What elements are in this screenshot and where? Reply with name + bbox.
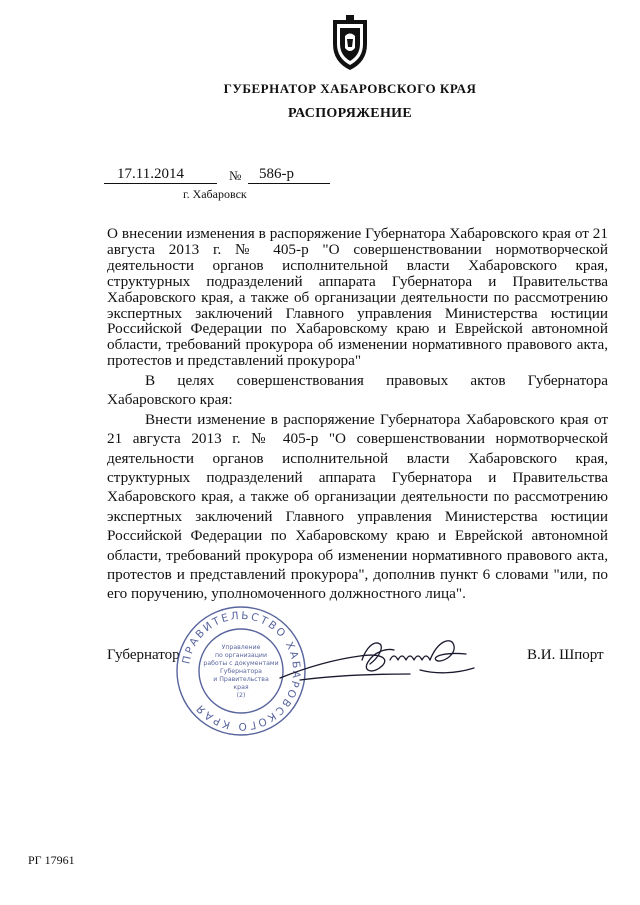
coat-of-arms-icon <box>327 14 373 72</box>
number-sign: № <box>229 168 242 183</box>
issue-city: г. Хабаровск <box>183 187 247 201</box>
stamp-center-line: (2) <box>236 692 246 699</box>
stamp-center-line: Губернатора <box>220 668 262 675</box>
document-number: 586-р <box>259 166 294 182</box>
document-type: РАСПОРЯЖЕНИЕ <box>288 106 412 121</box>
stamp-center-line: работы с документами <box>203 660 279 667</box>
stamp-ring-text: ПРАВИТЕЛЬСТВО ХАБАРОВСКОГО КРАЯ <box>180 609 303 733</box>
signer-position: Губернатор <box>107 647 180 663</box>
issuer-title: ГУБЕРНАТОР ХАБАРОВСКОГО КРАЯ <box>223 81 477 96</box>
date-underline <box>104 183 217 184</box>
stamp-center-line: и Правительства <box>213 676 269 683</box>
body-paragraph: Внести изменение в распоряжение Губернатора Хабаровского края от 21 августа 2013 г. № 405-р "О совершенствовании нормотворческой деятельности органов исполнительной власти Хабаровского края, структурных подразделений аппарата Губернатора и Правительства Хабаровского края, а также об организации деятельности по рассмотрению экспертных заключений Главного управления Министерства юстиции Российской Федерации по Хабаровскому краю и Еврейской автономной области, требований прокурора об изменении нормативного правового акта, протестов и представлений прокурора", дополнив пункт 6 словами "или, по его поручению, уполномоченного должностного лица". <box>107 410 608 603</box>
handwritten-signature <box>270 630 480 690</box>
document-date: 17.11.2014 <box>117 166 184 182</box>
body-paragraph: В целях совершенствования правовых актов Губернатора Хабаровского края: <box>107 372 608 409</box>
number-underline <box>248 183 330 184</box>
registry-code: РГ 17961 <box>28 853 75 867</box>
stamp-center-line: по организации <box>215 652 267 659</box>
signer-name: В.И. Шпорт <box>527 647 604 663</box>
document-subject: О внесении изменения в распоряжение Губернатора Хабаровского края от 21 августа 2013 г. № 405-р "О совершенствовании нормотворческой деятельности органов исполнительной власти Хабаровского края, структурных подразделений аппарата Губернатора и Правительства Хабаровского края, а также об организации деятельности по рассмотрению экспертных заключений Главного управления Министерства юстиции Российской Федерации по Хабаровскому краю и Еврейской автономной области, требований прокурора об изменении нормативного правового акта, протестов и представлений прокурора" <box>107 225 608 370</box>
document-body <box>107 371 608 604</box>
stamp-center-line: края <box>233 684 249 691</box>
stamp-center-line: Управление <box>221 644 261 651</box>
